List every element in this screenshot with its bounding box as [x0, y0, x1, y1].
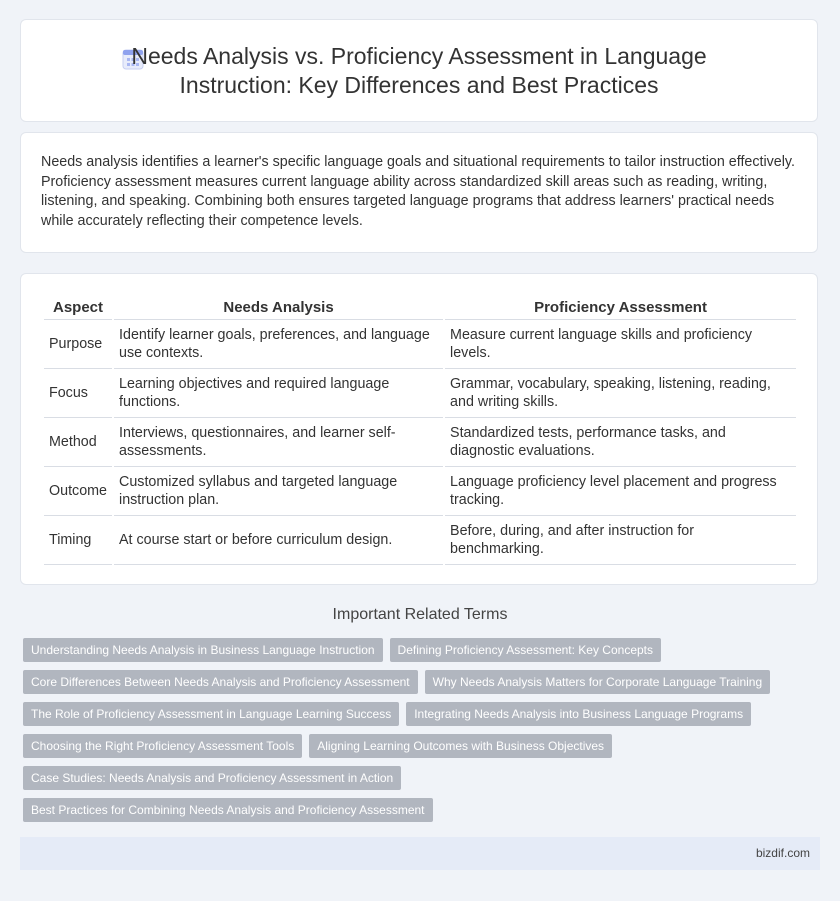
table-row	[44, 516, 796, 565]
table-row	[44, 320, 796, 369]
table-cell: Timing	[44, 516, 112, 565]
table-cell: Identify learner goals, preferences, and language use contexts.	[114, 320, 443, 369]
table-cell: Purpose	[44, 320, 112, 369]
intro-paragraph: Needs analysis identifies a learner's specific language goals and situational requirements to tailor instruction effectively. Proficiency assessment measures current language ability across standardized skill areas such as reading, writing, listening, and speaking. Combining both ensures targeted language programs that address learners' practical needs while accurately reflecting their competence levels.	[41, 154, 795, 229]
header-card	[20, 19, 818, 122]
related-term-link[interactable]: Aligning Learning Outcomes with Business Objectives	[309, 734, 612, 758]
table-cell: Customized syllabus and targeted language instruction plan.	[114, 467, 443, 516]
table-row	[44, 418, 796, 467]
table-row	[44, 467, 796, 516]
related-term-link[interactable]: The Role of Proficiency Assessment in Language Learning Success	[23, 702, 399, 726]
comparison-table	[42, 293, 798, 565]
table-cell: Standardized tests, performance tasks, and diagnostic evaluations.	[445, 418, 796, 467]
footer-brand[interactable]: bizdif.com	[755, 846, 810, 860]
footer	[20, 837, 820, 870]
table-cell: Interviews, questionnaires, and learner self-assessments.	[114, 418, 443, 467]
related-terms-heading: Important Related Terms	[332, 606, 508, 623]
table-cell: Learning objectives and required language functions.	[114, 369, 443, 418]
related-term-link[interactable]: Choosing the Right Proficiency Assessment Tools	[23, 734, 302, 758]
column-header: Aspect	[44, 293, 112, 320]
table-cell: Before, during, and after instruction for benchmarking.	[445, 516, 796, 565]
table-header-row	[44, 293, 796, 320]
table-cell: Language proficiency level placement and progress tracking.	[445, 467, 796, 516]
page-title: Needs Analysis vs. Proficiency Assessment in Language Instruction: Key Differences and Best Practices	[131, 43, 707, 98]
intro-card	[20, 132, 818, 253]
related-term-link[interactable]: Why Needs Analysis Matters for Corporate Language Training	[425, 670, 771, 694]
table-cell: Focus	[44, 369, 112, 418]
table-row	[44, 369, 796, 418]
related-term-link[interactable]: Defining Proficiency Assessment: Key Concepts	[390, 638, 661, 662]
table-cell: At course start or before curriculum design.	[114, 516, 443, 565]
table-cell: Grammar, vocabulary, speaking, listening, reading, and writing skills.	[445, 369, 796, 418]
related-term-link[interactable]: Integrating Needs Analysis into Business Language Programs	[406, 702, 751, 726]
column-header: Needs Analysis	[114, 293, 443, 320]
table-cell: Method	[44, 418, 112, 467]
related-term-link[interactable]: Core Differences Between Needs Analysis and Proficiency Assessment	[23, 670, 418, 694]
comparison-card	[20, 273, 818, 585]
table-cell: Outcome	[44, 467, 112, 516]
column-header: Proficiency Assessment	[445, 293, 796, 320]
related-terms-list	[23, 638, 823, 830]
related-term-link[interactable]: Case Studies: Needs Analysis and Proficiency Assessment in Action	[23, 766, 401, 790]
related-term-link[interactable]: Best Practices for Combining Needs Analysis and Proficiency Assessment	[23, 798, 433, 822]
table-cell: Measure current language skills and proficiency levels.	[445, 320, 796, 369]
related-term-link[interactable]: Understanding Needs Analysis in Business Language Instruction	[23, 638, 383, 662]
